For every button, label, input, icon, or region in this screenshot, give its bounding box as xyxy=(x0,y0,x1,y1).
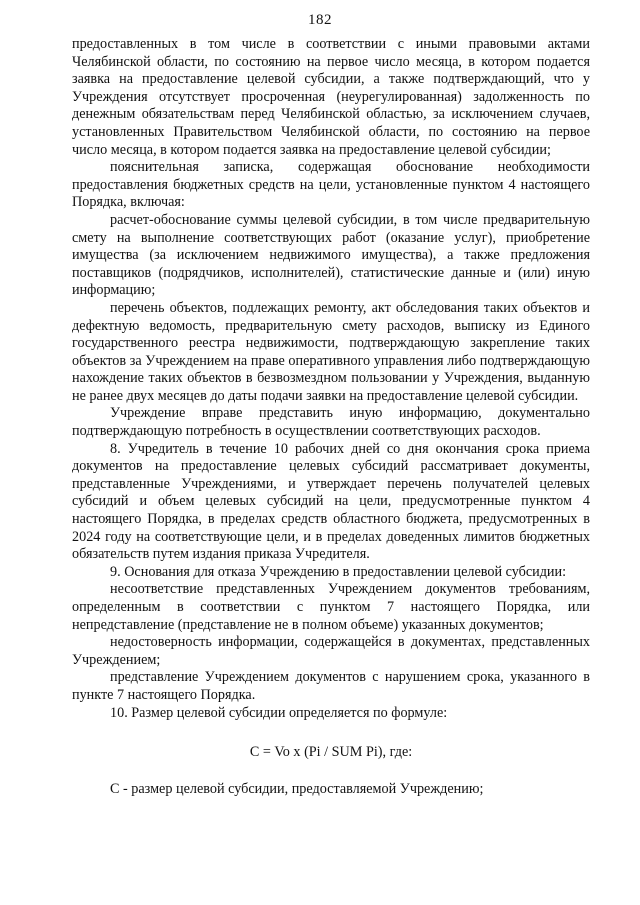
paragraph-refusal-1: несоответствие представленных Учреждением документов требованиям, определенным в соответствии с пунктом 7 настоящего Порядка, или непредставление (представление не в полном объеме) указанных документов; xyxy=(72,581,590,633)
paragraph-refusal-3: представление Учреждением документов с нарушением срока, указанного в пункте 7 настоящего Порядка. xyxy=(72,669,590,703)
paragraph-continuation: предоставленных в том числе в соответствии с иными правовыми актами Челябинской области, по состоянию на первое число месяца, в котором подается заявка на предоставление целевой субсидии, а также подтверждающий, что у Учреждения отсутствует просроченная (неурегулированная) задолженность по денежным обязательствам перед Челябинской областью, за исключением случаев, установленных Правительством Челябинской области, по состоянию на первое число месяца, в котором подается заявка на предоставление целевой субсидии; xyxy=(72,36,590,158)
paragraph-item-10: 10. Размер целевой субсидии определяется по формуле: xyxy=(110,704,448,721)
paragraph-item-9: 9. Основания для отказа Учреждению в предоставлении целевой субсидии: xyxy=(110,563,567,580)
paragraph-item-8: 8. Учредитель в течение 10 рабочих дней со дня окончания срока приема документов на предоставление целевых субсидий рассматривает документы, представленные Учреждениями, и утверждает перечень получателей целевых субсидий и объем целевых субсидий на цели, предусмотренные пунктом 4 настоящего Порядка, в пределах средств областного бюджета, предусмотренных в 2024 году на соответствующие цели, и в пределах доведенных лимитов бюджетных обязательств путем издания приказа Учредителя. xyxy=(72,440,590,563)
paragraph-refusal-2: недостоверность информации, содержащейся в документах, представленных Учреждением; xyxy=(72,634,590,668)
paragraph-objects-list: перечень объектов, подлежащих ремонту, акт обследования таких объектов и дефектную ведомость, предварительную смету расходов, выписку из Единого государственного реестра недвижимости, подтверждающую закрепление таких объектов за Учреждением на праве оперативного управления либо подтверждающую нахождение таких объектов в безвозмездном пользовании у Учреждения, выданную не ранее двух месяцев до даты подачи заявки на предоставление целевой субсидии. xyxy=(72,299,590,404)
formula: С = Vo x (Pi / SUM Pi), где: xyxy=(249,744,413,761)
page-number: 182 xyxy=(308,12,332,28)
paragraph-explanatory-note: пояснительная записка, содержащая обоснование необходимости предоставления бюджетных средств на цели, установленные пунктом 4 настоящего Порядка, включая: xyxy=(72,159,590,211)
document-body xyxy=(72,36,590,798)
formula-definition: С - размер целевой субсидии, предоставляемой Учреждению; xyxy=(110,780,484,797)
paragraph-calculation: расчет-обоснование суммы целевой субсидии, в том числе предварительную смету на выполнение соответствующих работ (оказание услуг), приобретение имущества (за исключением недвижимого имущества), а также предложения поставщиков (подрядчиков, исполнителей), статистические данные и (или) иную информацию; xyxy=(72,211,590,299)
paragraph-other-info: Учреждение вправе представить иную информацию, документально подтверждающую потребность в осуществлении соответствующих расходов. xyxy=(72,405,590,440)
